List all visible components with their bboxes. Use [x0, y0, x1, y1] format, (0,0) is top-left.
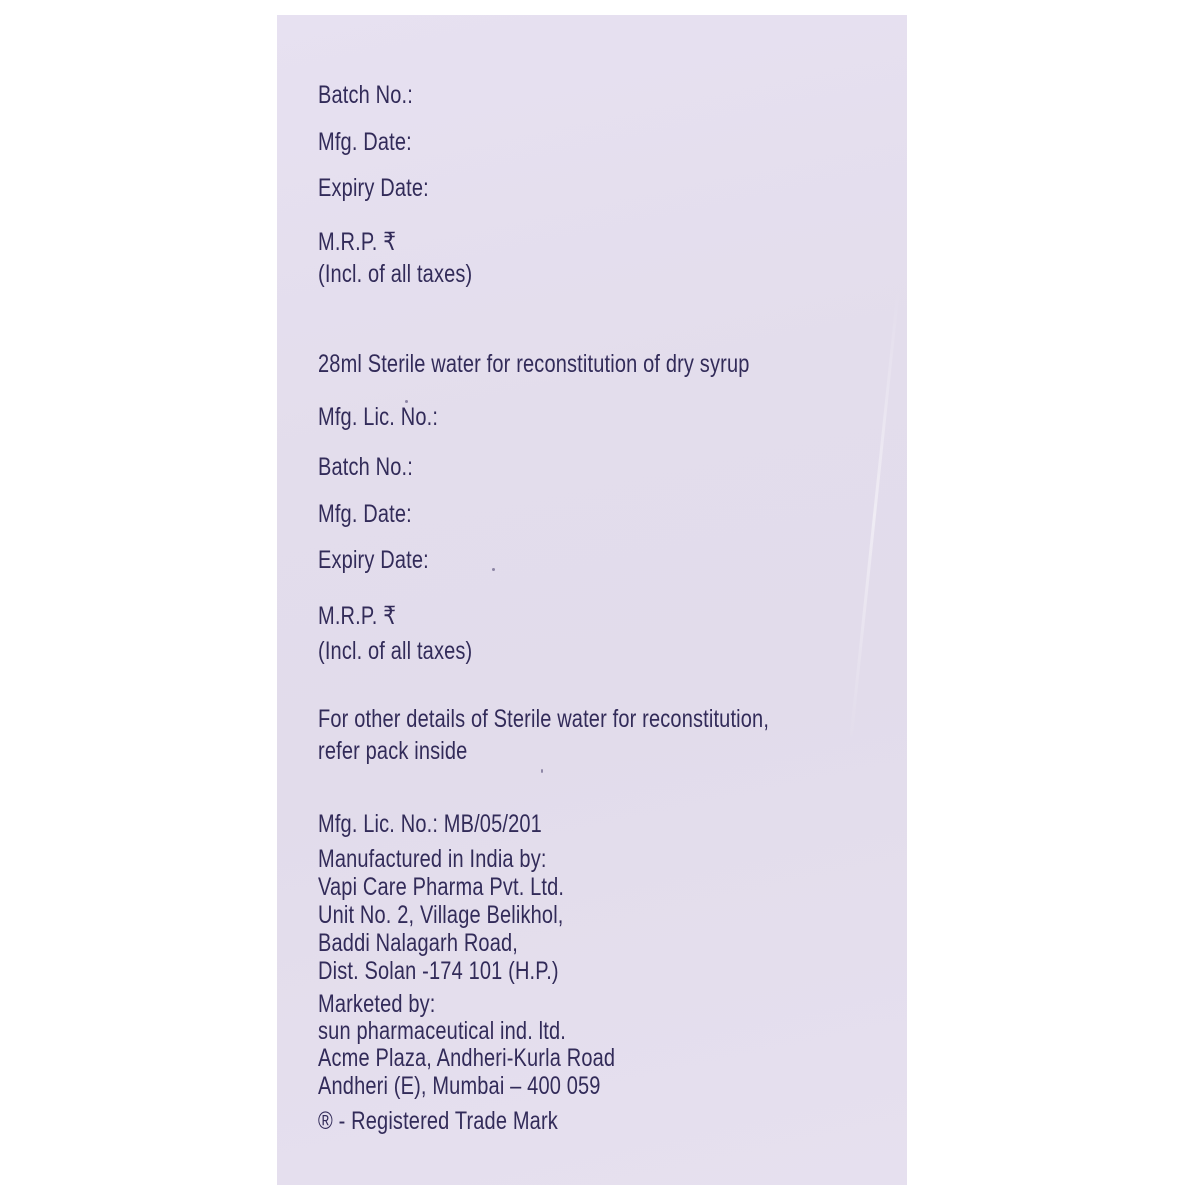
batch-no-label-mid: Batch No.: [318, 453, 413, 481]
ink-speck [492, 568, 495, 571]
product-description: 28ml Sterile water for reconstitution of dry syrup [318, 350, 750, 378]
mfg-lic-no-label: Mfg. Lic. No.: [318, 403, 439, 431]
marketer-address-1: Acme Plaza, Andheri-Kurla Road [318, 1044, 616, 1072]
marketer-heading: Marketed by: [318, 990, 436, 1018]
manufacturer-heading: Manufactured in India by: [318, 845, 547, 873]
manufacturer-address-3: Dist. Solan -174 101 (H.P.) [318, 957, 559, 985]
manufacturer-address-2: Baddi Nalagarh Road, [318, 929, 518, 957]
mfg-date-label-mid: Mfg. Date: [318, 500, 412, 528]
marketer-company: sun pharmaceutical ind. ltd. [318, 1017, 566, 1045]
tax-note-mid: (Incl. of all taxes) [318, 637, 473, 665]
reference-note-line2: refer pack inside [318, 737, 468, 765]
ink-speck [405, 400, 408, 403]
manufacturer-address-1: Unit No. 2, Village Belikhol, [318, 901, 564, 929]
carton-back-panel [277, 15, 907, 1185]
mfg-license-number: Mfg. Lic. No.: MB/05/201 [318, 810, 542, 838]
tax-note-top: (Incl. of all taxes) [318, 260, 473, 288]
batch-no-label-top: Batch No.: [318, 81, 413, 109]
mrp-label-mid: M.R.P. ₹ [318, 602, 397, 630]
mfg-date-label-top: Mfg. Date: [318, 128, 412, 156]
paper-crease [849, 286, 900, 744]
expiry-date-label-mid: Expiry Date: [318, 546, 429, 574]
ink-speck [541, 769, 543, 773]
mrp-label-top: M.R.P. ₹ [318, 228, 397, 256]
registered-trademark-note: ® - Registered Trade Mark [318, 1107, 558, 1135]
reference-note-line1: For other details of Sterile water for reconstitution, [318, 705, 770, 733]
manufacturer-company: Vapi Care Pharma Pvt. Ltd. [318, 873, 565, 901]
expiry-date-label-top: Expiry Date: [318, 174, 429, 202]
marketer-address-2: Andheri (E), Mumbai – 400 059 [318, 1072, 601, 1100]
